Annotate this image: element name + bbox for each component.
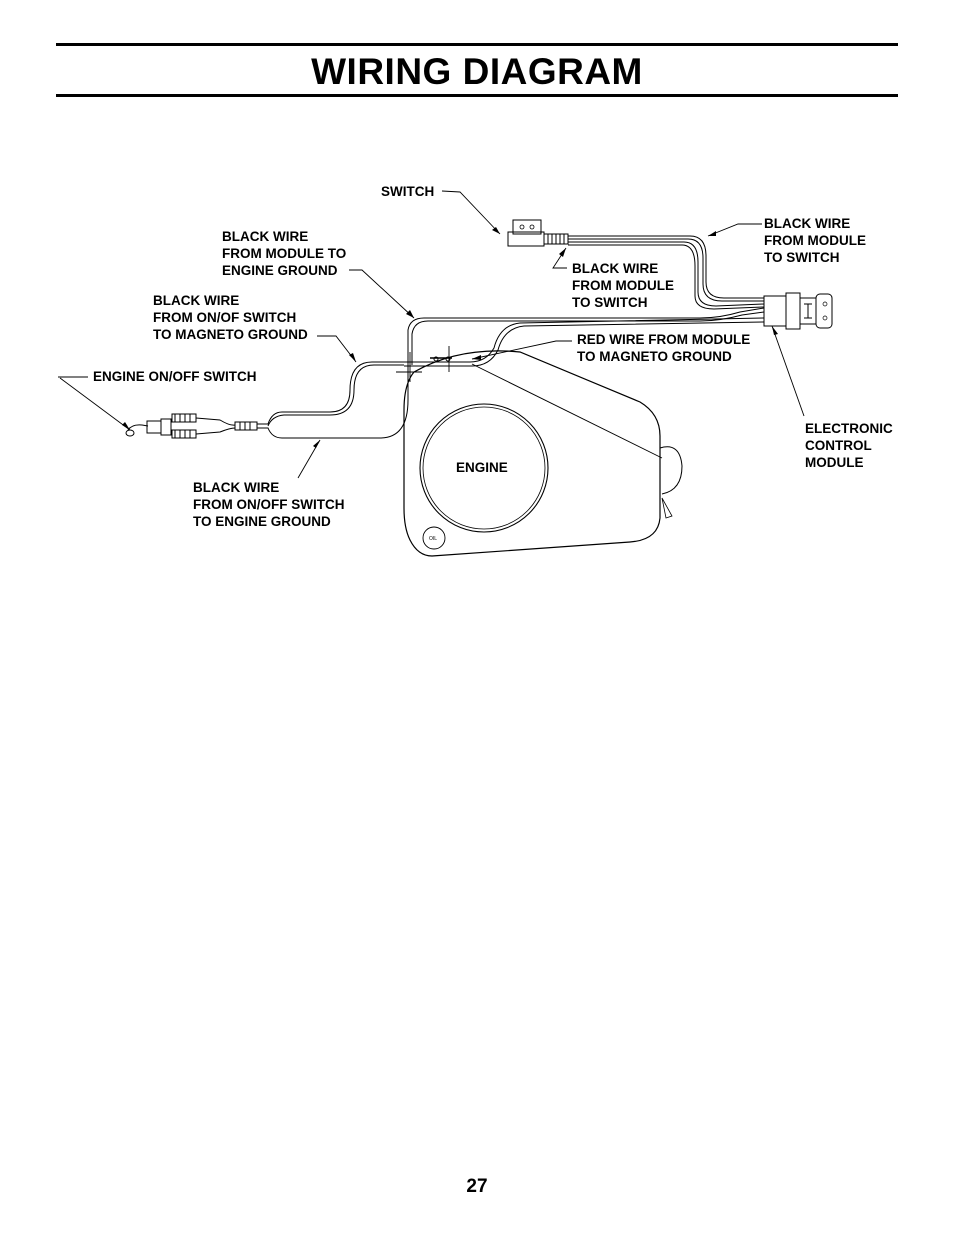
label-engine: ENGINE: [456, 460, 508, 475]
page-title: WIRING DIAGRAM: [311, 51, 643, 92]
label-black-wire-onoff-engine-ground: BLACK WIRE FROM ON/OFF SWITCH TO ENGINE GROUND: [193, 480, 345, 529]
label-black-wire-onoff-magneto-ground: BLACK WIRE FROM ON/OF SWITCH TO MAGNETO GROUND: [153, 293, 308, 342]
label-black-wire-module-engine-ground: BLACK WIRE FROM MODULE TO ENGINE GROUND: [222, 229, 347, 278]
module-switch-body: [508, 220, 568, 246]
label-switch: SWITCH: [381, 184, 435, 199]
oil-label: OIL: [429, 536, 438, 542]
label-engine-onoff-switch: ENGINE ON/OFF SWITCH: [93, 369, 257, 384]
label-black-wire-module-switch-right: BLACK WIRE FROM MODULE TO SWITCH: [764, 216, 866, 265]
engine-body: [404, 351, 682, 556]
electronic-control-module-body: [764, 293, 832, 329]
label-red-wire-module-magneto: RED WIRE FROM MODULE TO MAGNETO GROUND: [577, 332, 751, 364]
page-number: 27: [466, 1176, 488, 1197]
engine-onoff-switch-body: [126, 414, 257, 438]
label-black-wire-module-switch-center: BLACK WIRE FROM MODULE TO SWITCH: [572, 261, 674, 310]
label-electronic-control-module: ELECTRONIC CONTROL MODULE: [805, 421, 893, 470]
